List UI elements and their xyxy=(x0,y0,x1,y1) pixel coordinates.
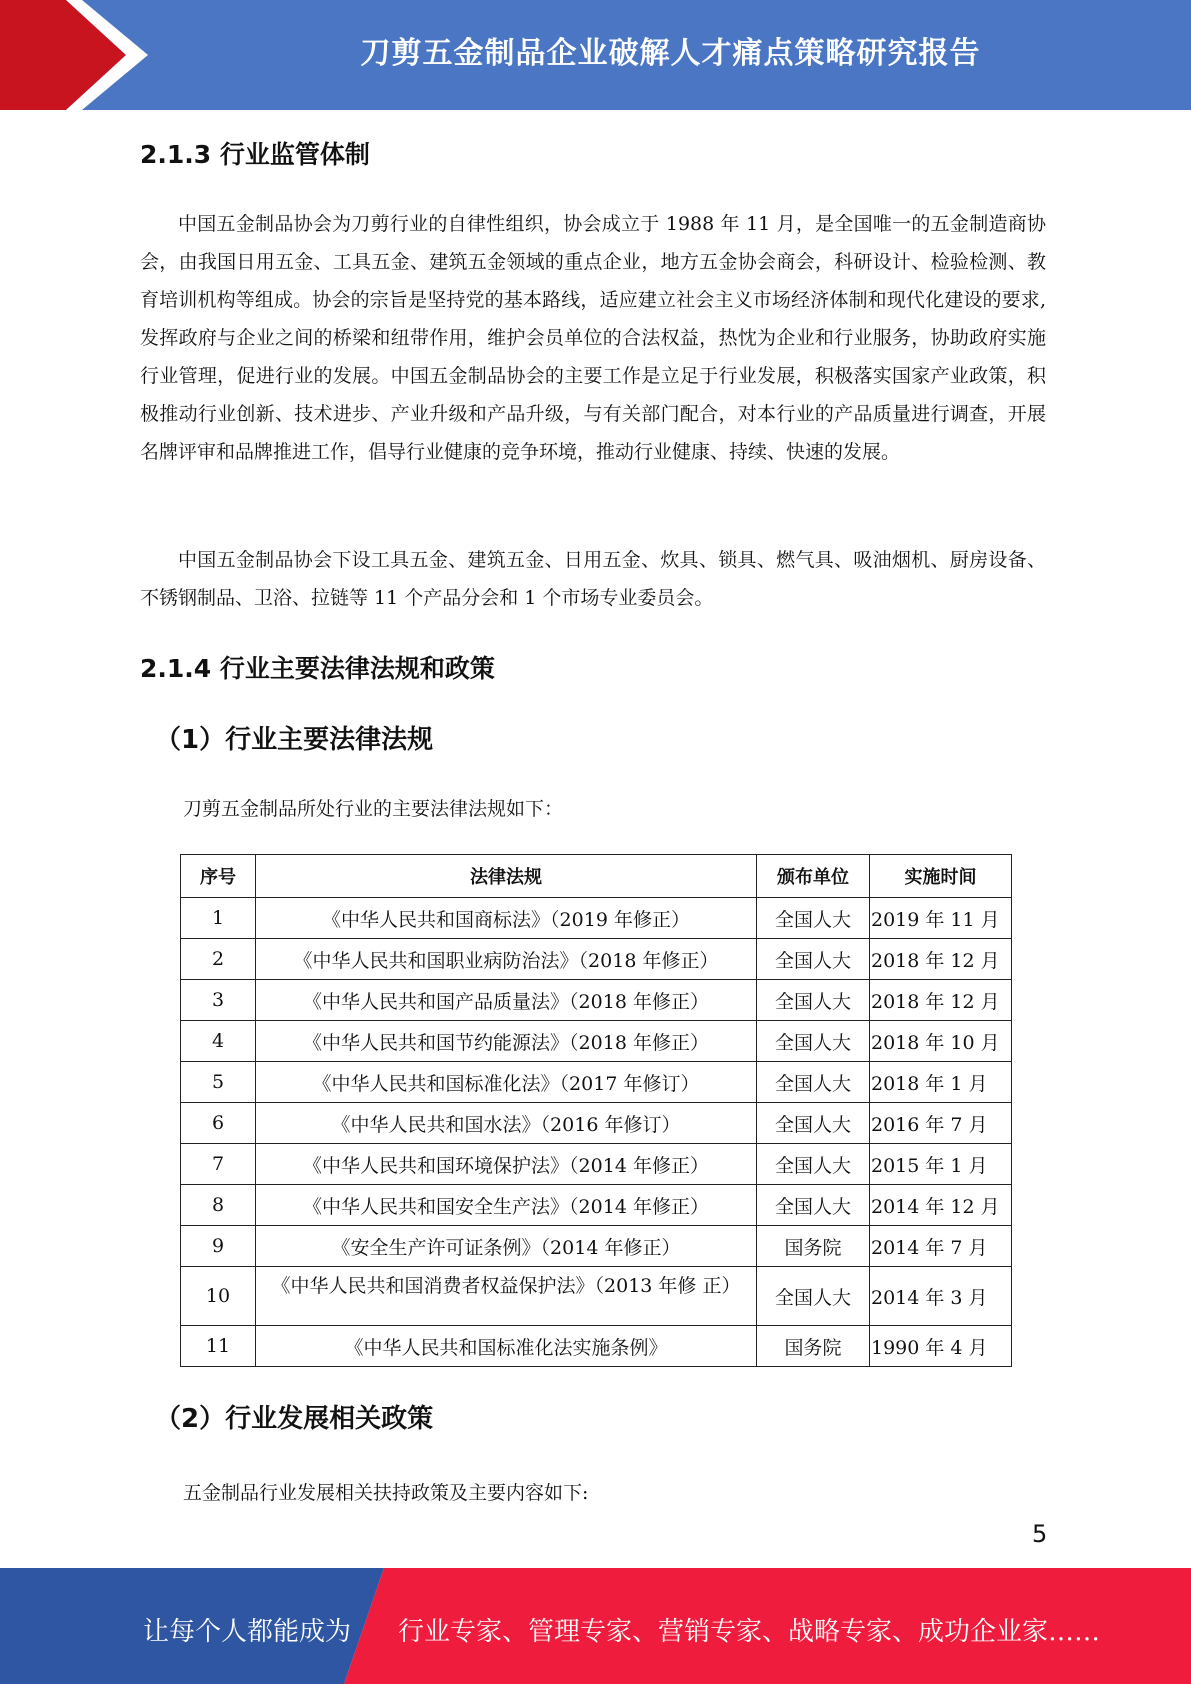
cell-law: 《中华人民共和国环境保护法》（2014 年修正） xyxy=(256,1144,757,1185)
table-row xyxy=(181,1062,1012,1103)
cell-date: 2014 年 7 月 xyxy=(870,1226,1012,1267)
cell-date: 2015 年 1 月 xyxy=(870,1144,1012,1185)
cell-law: 《中华人民共和国节约能源法》（2018 年修正） xyxy=(256,1021,757,1062)
page-number: 5 xyxy=(1032,1520,1048,1548)
cell-law: 《中华人民共和国水法》（2016 年修订） xyxy=(256,1103,757,1144)
cell-number: 11 xyxy=(181,1326,256,1367)
cell-date: 2014 年 3 月 xyxy=(870,1267,1012,1326)
footer-slogan-right: 行业专家、管理专家、营销专家、战略专家、成功企业家…… xyxy=(398,1617,1101,1647)
table-row xyxy=(181,939,1012,980)
col-header-law: 法律法规 xyxy=(256,855,757,898)
table-row xyxy=(181,1103,1012,1144)
cell-law: 《中华人民共和国标准化法实施条例》 xyxy=(256,1326,757,1367)
cell-number: 3 xyxy=(181,980,256,1021)
cell-date: 2018 年 10 月 xyxy=(870,1021,1012,1062)
cell-date: 2019 年 11 月 xyxy=(870,898,1012,939)
table-row xyxy=(181,898,1012,939)
cell-number: 5 xyxy=(181,1062,256,1103)
cell-law: 《中华人民共和国标准化法》（2017 年修订） xyxy=(256,1062,757,1103)
table-row xyxy=(181,1267,1012,1326)
cell-law: 《中华人民共和国职业病防治法》（2018 年修正） xyxy=(256,939,757,980)
subheading-policies: （2）行业发展相关政策 xyxy=(155,1404,434,1434)
cell-law: 《中华人民共和国商标法》（2019 年修正） xyxy=(256,898,757,939)
table-intro: 刀剪五金制品所处行业的主要法律法规如下： xyxy=(183,798,564,820)
cell-law: 《中华人民共和国产品质量法》（2018 年修正） xyxy=(256,980,757,1021)
table-row xyxy=(181,1226,1012,1267)
cell-issuer: 全国人大 xyxy=(757,898,870,939)
cell-date: 2018 年 1 月 xyxy=(870,1062,1012,1103)
cell-number: 7 xyxy=(181,1144,256,1185)
table-row xyxy=(181,1185,1012,1226)
cell-issuer: 全国人大 xyxy=(757,1185,870,1226)
table-row xyxy=(181,980,1012,1021)
cell-date: 2016 年 7 月 xyxy=(870,1103,1012,1144)
laws-table xyxy=(180,854,1012,1367)
cell-number: 9 xyxy=(181,1226,256,1267)
section-heading-2-1-3: 2.1.3 行业监管体制 xyxy=(140,140,370,169)
cell-issuer: 全国人大 xyxy=(757,980,870,1021)
table-row xyxy=(181,1326,1012,1367)
cell-issuer: 全国人大 xyxy=(757,1062,870,1103)
cell-issuer: 全国人大 xyxy=(757,1144,870,1185)
footer-slogan-left: 让每个人都能成为 xyxy=(143,1617,352,1647)
cell-date: 2018 年 12 月 xyxy=(870,980,1012,1021)
cell-date: 2018 年 12 月 xyxy=(870,939,1012,980)
cell-date: 2014 年 12 月 xyxy=(870,1185,1012,1226)
cell-issuer: 国务院 xyxy=(757,1226,870,1267)
cell-number: 1 xyxy=(181,898,256,939)
subheading-laws: （1）行业主要法律法规 xyxy=(155,725,434,755)
cell-number: 6 xyxy=(181,1103,256,1144)
paragraph-association-overview: 中国五金制品协会为刀剪行业的自律性组织，协会成立于 1988 年 11 月，是全国唯一的五金制造商协会，由我国日用五金、工具五金、建筑五金领域的重点企业，地方五金协会商会，科研设计、检验检测、教育培训机构等组成。协会的宗旨是坚持党的基本路线，适应建立社会主义市场经济体制和现代化建设的要求,发挥政府与企业之间的桥梁和纽带作用，维护会员单位的合法权益，热忱为企业和行业服务，协助政府实施行业管理，促进行业的发展。中国五金制品协会的主要工作是立足于行业发展，积极落实国家产业政策，积极推动行业创新、技术进步、产业升级和产品升级，与有关部门配合，对本行业的产品质量进行调查，开展名牌评审和品牌推进工作，倡导行业健康的竞争环境，推动行业健康、持续、快速的发展。 xyxy=(140,213,1046,463)
table-row xyxy=(181,1144,1012,1185)
col-header-date: 实施时间 xyxy=(870,855,1012,898)
cell-law: 《中华人民共和国消费者权益保护法》（2013 年修 正） xyxy=(256,1267,757,1326)
cell-date: 1990 年 4 月 xyxy=(870,1326,1012,1367)
cell-number: 4 xyxy=(181,1021,256,1062)
col-header-number: 序号 xyxy=(181,855,256,898)
table-row xyxy=(181,1021,1012,1062)
cell-number: 2 xyxy=(181,939,256,980)
cell-number: 8 xyxy=(181,1185,256,1226)
policies-intro: 五金制品行业发展相关扶持政策及主要内容如下: xyxy=(183,1482,589,1504)
section-heading-2-1-4: 2.1.4 行业主要法律法规和政策 xyxy=(140,654,495,683)
col-header-issuer: 颁布单位 xyxy=(757,855,870,898)
report-title: 刀剪五金制品企业破解人才痛点策略研究报告 xyxy=(360,36,981,71)
cell-issuer: 全国人大 xyxy=(757,1103,870,1144)
paragraph-association-branches: 中国五金制品协会下设工具五金、建筑五金、日用五金、炊具、锁具、燃气具、吸油烟机、厨房设备、不锈钢制品、卫浴、拉链等 11 个产品分会和 1 个市场专业委员会。 xyxy=(140,549,1046,609)
cell-law: 《中华人民共和国安全生产法》（2014 年修正） xyxy=(256,1185,757,1226)
cell-law: 《安全生产许可证条例》（2014 年修正） xyxy=(256,1226,757,1267)
header-band xyxy=(0,0,1191,110)
table-header-row xyxy=(181,855,1012,898)
cell-number: 10 xyxy=(181,1267,256,1326)
footer-band xyxy=(0,1568,1191,1684)
cell-issuer: 全国人大 xyxy=(757,1267,870,1326)
cell-issuer: 全国人大 xyxy=(757,939,870,980)
cell-issuer: 全国人大 xyxy=(757,1021,870,1062)
cell-issuer: 国务院 xyxy=(757,1326,870,1367)
